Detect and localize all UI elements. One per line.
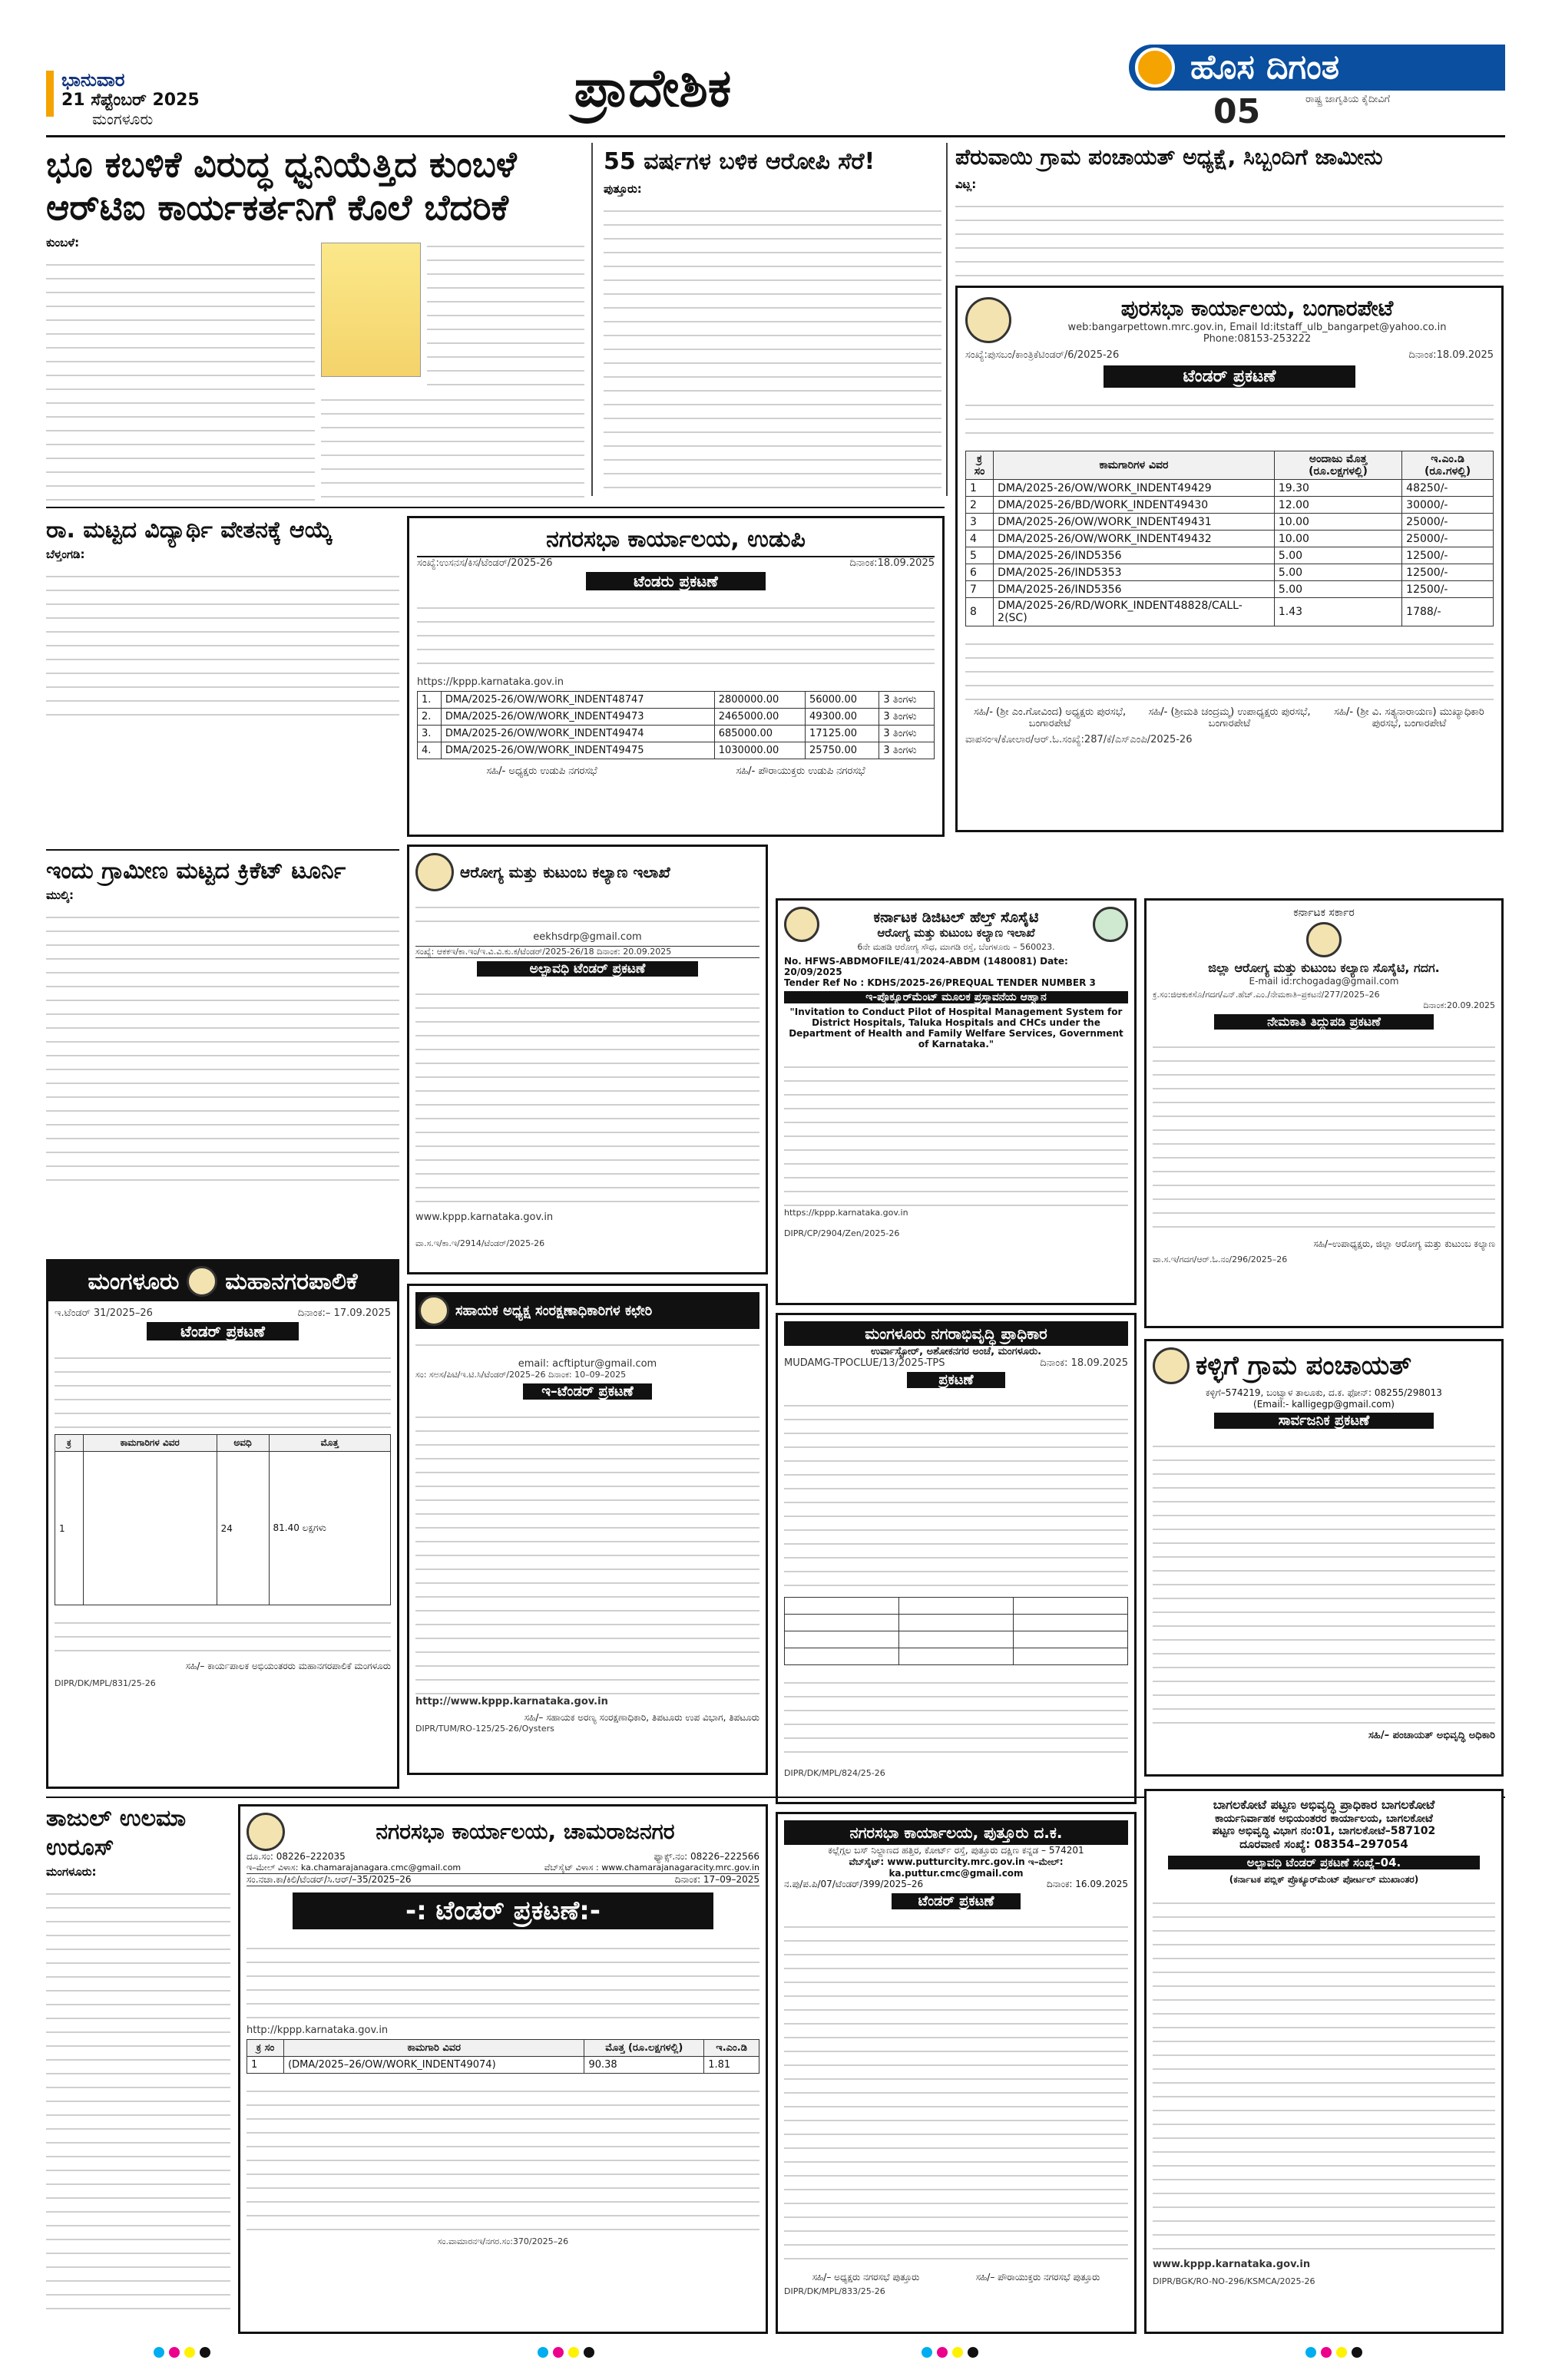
- print-registration-marks: [1305, 2346, 1367, 2361]
- ad-title: ಮಂಗಳೂರು: [88, 1268, 180, 1295]
- masthead-logo-icon: [1135, 48, 1175, 88]
- ad-digital-health-tender: [776, 898, 1137, 1305]
- ad-title: ನಗರಸಭಾ ಕಾರ್ಯಾಲಯ, ಪುತ್ತೂರು ದ.ಕ.: [784, 1820, 1128, 1845]
- story-cricket: [46, 857, 399, 1188]
- page-number: 05: [1213, 92, 1261, 131]
- ad-notice: -: ಟೆಂಡರ್ ಪ್ರಕಟಣೆ:-: [293, 1892, 713, 1929]
- ad-title: ಪುರಸಭಾ ಕಾರ್ಯಾಲಯ, ಬಂಗಾರಪೇಟೆ: [1120, 296, 1394, 321]
- ad-email: eekhsdrp@gmail.com: [533, 931, 642, 943]
- ad-signature: ಸಹಿ/– ಪಂಚಾಯತ್ ಅಭಿವೃದ್ಧಿ ಅಧಿಕಾರಿ: [1368, 1730, 1495, 1741]
- ad-url[interactable]: www.kppp.karnataka.gov.in: [415, 1211, 554, 1223]
- ad-email: E-mail id:rchogadag@gmail.com: [1249, 976, 1399, 987]
- ad-chamarajanagar-tender: [238, 1804, 768, 2334]
- ad-ref: MUDAMG-TPOCLUE/13/2025-TPS: [784, 1357, 945, 1369]
- ad-notice: ಟೆಂಡರ್ ಪ್ರಕಟಣೆ: [892, 1893, 1021, 1909]
- story-body-col1: [46, 233, 315, 502]
- ad-signature: ಸಹಿ/- ಪೌರಾಯುಕ್ತರು ಉಡುಪಿ ನಗರಸಭೆ: [736, 765, 865, 777]
- col-emd: ಇ.ಎಂ.ಡಿ (ರೂ.ಗಳಲ್ಲಿ): [1402, 451, 1494, 480]
- story-headline: ಪೆರುವಾಯಿ ಗ್ರಾಮ ಪಂಚಾಯತ್ ಅಧ್ಯಕ್ಷೆ, ಸಿಬ್ಬಂದಿಗೆ ಜಾಮೀನು: [955, 144, 1383, 170]
- ad-date: ದಿನಾಂಕ:– 17.09.2025: [297, 1307, 391, 1319]
- govt-emblem-icon: [1153, 1347, 1190, 1384]
- ad-ref: ಸಂ.ನಚಾ.ಕಾ/ಕಿಲಿ/ಟೆಂಡರ್/ಸಿ.ಆರ್/–35/2025–26: [247, 1874, 412, 1885]
- ad-tender-no: No. HFWS-ABDMOFILE/41/2024-ABDM (1480081) Date: 20/09/2025: [784, 956, 1068, 977]
- ad-signature: ಸಹಿ/- (ಶ್ರೀಮತಿ ಚಂದ್ರಮ್ಮ) ಉಪಾಧ್ಯಕ್ಷರು ಪುರಸಭೆ, ಬಂಗಾರಪೇಟೆ: [1148, 706, 1311, 729]
- corp-emblem-icon: [187, 1266, 217, 1297]
- ad-body: [784, 1914, 1128, 2267]
- ad-notice: ಇ-ಪ್ರೊಕ್ಯೂರ್‌ಮೆಂಟ್ ಮೂಲಕ ಪ್ರಸ್ತಾವನೆಯ ಆಹ್ವಾನ: [784, 991, 1128, 1003]
- ad-email: ಇ–ಮೇಲ್ ವಿಳಾಸ: ka.chamarajanagara.cmc@gmail.com: [247, 1863, 462, 1873]
- story-headline-line2: ಆರ್‌ಟಿಐ ಕಾರ್ಯಕರ್ತನಿಗೆ ಕೊಲೆ ಬೆದರಿಕೆ: [46, 187, 509, 228]
- story-bail: [955, 143, 1504, 278]
- ad-udupi-tender: [407, 516, 945, 837]
- boundary-table: [784, 1597, 1128, 1665]
- ad-notice: ಟೆಂಡರ್ ಪ್ರಕಟಣೆ: [147, 1322, 299, 1340]
- col-work: ಕಾಮಗಾರಿಗಳ ವಿವರ: [994, 451, 1275, 480]
- story-headline: 55 ವರ್ಷಗಳ ಬಳಿಕ ಆರೋಪಿ ಸೆರೆ!: [604, 148, 875, 175]
- ad-url[interactable]: http://www.kppp.karnataka.gov.in: [415, 1696, 608, 1707]
- ad-title: ಸಹಾಯಕ ಅಧ್ಯಕ್ಷ ಸಂರಕ್ಷಣಾಧಿಕಾರಿಗಳ ಕಛೇರಿ: [455, 1302, 653, 1319]
- govt-emblem-icon: [419, 1295, 449, 1326]
- story-body-text: [955, 193, 1504, 278]
- ad-title: ಕಳ್ಳಿಗೆ ಗ್ರಾಮ ಪಂಚಾಯತ್: [1196, 1350, 1412, 1381]
- ad-date: ದಿನಾಂಕ:20.09.2025: [1423, 1000, 1495, 1010]
- ad-header: [48, 1261, 397, 1301]
- ad-bagalkot-tender: [1144, 1789, 1504, 2334]
- ad-ref: ಸಂಖ್ಯೆ:ಉಸನಸ/ಕಿಸ/ಟೆಂಡರ್/2025-26: [417, 557, 553, 569]
- ad-url[interactable]: https://kppp.karnataka.gov.in: [784, 1208, 908, 1218]
- ad-conditions: [247, 2078, 759, 2232]
- ad-title: ಬಾಗಲಕೋಟೆ ಪಟ್ಟಣ ಅಭಿವೃದ್ಧಿ ಪ್ರಾಧಿಕಾರ ಬಾಗಲಕೋಟೆ: [1213, 1797, 1435, 1812]
- col-amount: ಅಂದಾಜು ಮೊತ್ತ (ರೂ.ಲಕ್ಷಗಳಲ್ಲಿ): [1274, 451, 1401, 480]
- ad-footer-code: DIPR/DK/MPL/833/25-26: [784, 2286, 885, 2296]
- ad-tiptur-forest-tender: [407, 1284, 768, 1775]
- ad-subtitle: ಆರೋಗ್ಯ ಮತ್ತು ಕುಟುಂಬ ಕಲ್ಯಾಣ ಇಲಾಖೆ: [877, 926, 1035, 940]
- story-body-text: [604, 198, 941, 497]
- story-dateline: ವಿಟ್ಲ:: [955, 177, 977, 191]
- ad-footer-code: DIPR/CP/2904/Zen/2025-26: [784, 1228, 900, 1238]
- ad-tender-ref: Tender Ref No : KDHS/2025-26/PREQUAL TENDER NUMBER 3: [784, 977, 1096, 988]
- ad-title: ಆರೋಗ್ಯ ಮತ್ತು ಕುಟುಂಬ ಕಲ್ಯಾಣ ಇಲಾಖೆ: [460, 863, 670, 881]
- story-urus: [46, 1804, 230, 2311]
- ad-fax: ಫ್ಯಾಕ್ಸ್.ನಂ: 08226–222566: [654, 1851, 759, 1862]
- ad-signature: ಸಹಿ/- ಅಧ್ಯಕ್ಷರು ಉಡುಪಿ ನಗರಸಭೆ: [486, 765, 597, 777]
- ad-body: [415, 981, 759, 1211]
- edition-info: [46, 69, 238, 128]
- tender-table: [965, 451, 1494, 626]
- ad-muda-notice: [776, 1313, 1137, 1804]
- story-headline-line1: ತಾಜುಲ್ ಉಲಮಾ: [46, 1805, 187, 1832]
- masthead-tagline: ರಾಷ್ಟ್ರ ಜಾಗೃತಿಯ ಕೈದೀವಿಗೆ: [1305, 94, 1391, 105]
- govt-emblem-icon: [415, 853, 454, 891]
- ad-email: (Email:- kalligegp@gmail.com): [1253, 1399, 1395, 1410]
- story-dateline: ಕುಂಬಳೆ:: [46, 236, 80, 250]
- table-row: 1 (DMA/2025–26/OW/WORK_INDENT49074) 90.38 1.81: [247, 2057, 759, 2074]
- story-body-text: [46, 904, 399, 1188]
- story-photo: [321, 243, 421, 377]
- story-dateline: ಪುತ್ತೂರು:: [604, 182, 642, 196]
- ad-signature: ಸಹಿ/– ಕಾರ್ಯಪಾಲಕ ಅಭಿಯಂತರರು ಮಹಾನಗರಪಾಲಿಕೆ ಮಂಗಳೂರು: [185, 1661, 391, 1671]
- print-registration-marks: [154, 2346, 215, 2361]
- ad-url[interactable]: http://kppp.karnataka.gov.in: [247, 2025, 389, 2036]
- ad-signature: ಸಹಿ/– ಸಹಾಯಕ ಅರಣ್ಯ ಸಂರಕ್ಷಣಾಧಿಕಾರಿ, ತಿಪಟೂರು ಉಪ ವಿಭಾಗ, ತಿಪಟೂರು: [524, 1712, 759, 1723]
- ad-address: [415, 1332, 759, 1355]
- story-scholarship: [46, 516, 399, 725]
- ad-ref: ಸಂಖ್ಯೆ:ಪುಸಬಂ/ಕಾಂತ್ರಿಕೆಟಿಂಡರ್/6/2025-26: [965, 349, 1120, 361]
- table-row: 7 DMA/2025-26/IND5356 5.00 12500/-: [966, 581, 1494, 598]
- ad-body: [1153, 1433, 1495, 1725]
- tender-table: [417, 691, 935, 759]
- tender-table: ಕ್ರ ಕಾಮಗಾರಿಗಳ ವಿವರ ಅವಧಿ ಮೊತ್ತ 1 24 81.40 ಲಕ್ಷಗಳು: [55, 1434, 391, 1605]
- ad-body: [247, 1935, 759, 2020]
- ad-signature: ಸಹಿ/- (ಶ್ರೀ ವಿ. ಸತ್ಯನಾರಾಯಣ) ಮುಖ್ಯಾಧಿಕಾರಿ ಪುರಸಭೆ, ಬಂಗಾರಪೇಟೆ: [1334, 706, 1484, 729]
- ad-signature: ಸಹಿ/- (ಶ್ರೀ ಎಂ.ಗೋವಿಂದ) ಅಧ್ಯಕ್ಷರು ಪುರಸಭೆ, ಬಂಗಾರಪೇಟೆ: [974, 706, 1127, 729]
- print-registration-marks: [538, 2346, 599, 2361]
- ad-ref: ನ.ಪು/ಪ.ಪಿ/07/ಟೆಂಡರ್/399/2025–26: [784, 1879, 924, 1889]
- story-body-text: [46, 252, 315, 502]
- story-body-text: [46, 1881, 230, 2311]
- story-dateline: ಮಂಗಳೂರು:: [46, 1865, 97, 1879]
- story-arrest: [604, 147, 941, 497]
- ad-date: ದಿನಾಂಕ: 18.09.2025: [1040, 1357, 1128, 1369]
- story-headline-line1: ಭೂ ಕಬಳಿಕೆ ವಿರುದ್ಧ ಧ್ವನಿಯೆತ್ತಿದ ಕುಂಬಳೆ: [46, 144, 517, 185]
- ad-body: [784, 1393, 1128, 1592]
- section-title: ಪ್ರಾದೇಶಿಕ: [574, 58, 732, 119]
- story-body-col3: [321, 387, 584, 502]
- ad-footer-code: DIPR/DK/MPL/824/25-26: [784, 1768, 885, 1778]
- ad-mangaluru-corp-tender: [46, 1259, 399, 1789]
- ad-url[interactable]: www.kppp.karnataka.gov.in: [1153, 2259, 1311, 2270]
- ad-notice-sub: (ಕರ್ನಾಟಕ ಪಬ್ಲಿಕ್ ಪ್ರೊಕ್ಯೂರ್‌ಮೆಂಟ್ ಪೋರ್ಟಲ್ ಮುಖಾಂತರ): [1229, 1874, 1419, 1885]
- ad-subtitle: ಉರ್ವಾಸ್ಟೋರ್, ಅಶೋಕನಗರ ಅಂಚೆ, ಮಂಗಳೂರು.: [870, 1346, 1042, 1357]
- table-row: 3. DMA/2025-26/OW/WORK_INDENT49474 685000.00 17125.00 3 ತಿಂಗಳು: [418, 726, 935, 742]
- ad-body: [417, 595, 935, 672]
- table-row: 5 DMA/2025-26/IND5356 5.00 12500/-: [966, 547, 1494, 564]
- ad-title: ಮಂಗಳೂರು ನಗರಾಭಿವೃದ್ಧಿ ಪ್ರಾಧಿಕಾರ: [784, 1321, 1128, 1346]
- ad-title-2: ಮಹಾನಗರಪಾಲಿಕೆ: [225, 1268, 358, 1295]
- table-row: 4. DMA/2025-26/OW/WORK_INDENT49475 1030000.00 25750.00 3 ತಿಂಗಳು: [418, 742, 935, 759]
- ad-notice: ಟೆಂಡರು ಪ್ರಕಟಣೆ: [586, 572, 766, 590]
- ad-puttur-tender: [776, 1812, 1137, 2334]
- ad-footer-code: ವಾ.ಸ.ಇ/ಕಾ.ಇ/2914/ಟೆಂಡರ್/2025-26: [415, 1238, 545, 1248]
- ad-notice: ಪ್ರಕಟಣೆ: [907, 1372, 1005, 1388]
- ad-footer-code: ವಾಪಸಂಇ/ಕೋಲಾರ/ಆರ್.ಓ.ಸಂಖ್ಯೆ:287/ಕೆ/ಎಸ್‌ಎಂಪಿ/2025-26: [965, 734, 1193, 745]
- ad-gadag-recruitment: [1144, 898, 1504, 1328]
- story-headline: ಇಂದು ಗ್ರಾಮೀಣ ಮಟ್ಟದ ಕ್ರಿಕೆಟ್ ಟೂರ್ನಿ: [46, 858, 346, 884]
- table-row: 6 DMA/2025-26/IND5353 5.00 12500/-: [966, 564, 1494, 581]
- ad-email: email: acftiptur@gmail.com: [518, 1358, 657, 1370]
- ad-conditions: [784, 1670, 1128, 1762]
- ad-ref: ಸಂಖ್ಯೆ: ಆಕಕಇ/ಕಾ.ಇಂ/ಇ.ವಿ.ವಿ.ಕು.ಕ/ಟೆಂಡರ್/2025-26/18 ದಿನಾಂಕ: 20.09.2025: [415, 946, 759, 958]
- ad-body: [1153, 1890, 1495, 2259]
- ad-title: ಕರ್ನಾಟಕ ಸರ್ಕಾರ: [1293, 907, 1355, 919]
- story-headline: ರಾ. ಮಟ್ಟದ ವಿದ್ಯಾರ್ಥಿ ವೇತನಕ್ಕೆ ಆಯ್ಕೆ: [46, 517, 333, 544]
- print-registration-marks: [922, 2346, 983, 2361]
- section-rule: [46, 849, 399, 851]
- edition-date: 21 ಸೆಪ್ಟೆಂಬರ್ 2025: [61, 91, 200, 110]
- ad-phone: ದೂರವಾಣಿ ಸಂಖ್ಯೆ: 08354–297054: [1239, 1837, 1408, 1851]
- column-divider: [946, 143, 948, 496]
- ad-phone: Phone:08153-253222: [1203, 333, 1312, 345]
- ad-signature: ಸಹಿ/– ಪೌರಾಯುಕ್ತರು ನಗರಸಭೆ ಪುತ್ತೂರು: [975, 2272, 1100, 2282]
- table-row: 8 DMA/2025-26/RD/WORK_INDENT48828/CALL-2(SC) 1.43 1788/-: [966, 598, 1494, 626]
- header-rule: [46, 135, 1505, 137]
- ad-title: ಕರ್ನಾಟಕ ಡಿಜಿಟಲ್ ಹೆಲ್ತ್ ಸೊಸೈಟಿ: [873, 909, 1039, 926]
- ad-bangarpet-tender: [955, 286, 1504, 832]
- ad-footer-code: ಸಂ.ವಾಮಾರನಇ/ನಗರ.ಸಂ:370/2025–26: [437, 2236, 569, 2246]
- ad-ref: ಕ್ರ.ಸಂ:ಜಿಆಕುಕಸೊ/ಗದಗ/ಎನ್.ಹೆಚ್.ಎಂ./ನೇಮಕಾತಿ–ಪ್ರಕಟನೆ/277/2025–26: [1153, 990, 1380, 1000]
- edition-city: ಮಂಗಳೂರು: [92, 110, 154, 128]
- ad-notice: ಅಲ್ಪಾವಧಿ ಟೆಂಡರ್ ಪ್ರಕಟಣೆ ಸಂಖ್ಯೆ–04.: [1168, 1856, 1480, 1869]
- ad-footer-code: DIPR/DK/MPL/831/25-26: [55, 1678, 156, 1688]
- ad-ref: ಸಂ: ಸಅಸ/ಪಿಟಿ/ಇ.ಟಿ.ಸಿ/ಟೆಂಡರ್/2025–26 ದಿನಾಂಕ: 10–09–2025: [415, 1370, 627, 1380]
- edition-day: ಭಾನುವಾರ: [61, 69, 125, 91]
- story-dateline: ಬೆಳ್ತಂಗಡಿ:: [46, 547, 85, 561]
- table-row: 2. DMA/2025-26/OW/WORK_INDENT49473 2465000.00 49300.00 3 ತಿಂಗಳು: [418, 709, 935, 726]
- column-divider: [591, 143, 593, 496]
- story-body-text: [46, 564, 399, 725]
- ad-address: ಕಳ್ಳಿಗೆ–574219, ಬಂಟ್ವಾಳ ತಾಲೂಕು, ದ.ಕ. ಫೋನ್: 08255/298013: [1206, 1387, 1442, 1398]
- ad-invitation: "Invitation to Conduct Pilot of Hospital Management System for District Hospitals, Taluka Hospitals and CHCs under the Department of Health and Family Welfare Services, Government of Karnataka.": [789, 1007, 1123, 1050]
- ad-footer-code: DIPR/TUM/RO-125/25-26/Oysters: [415, 1724, 554, 1734]
- ad-footer-code: ವಾ.ಸ.ಇ/ಗದಗ/ಆರ್.ಓ.ನಂ/296/2025–26: [1153, 1254, 1288, 1264]
- story-rti-activist: [46, 143, 584, 229]
- masthead: ಹೊಸ ದಿಗಂತ: [1129, 45, 1505, 91]
- ad-signature: ಸಹಿ/– ಅಧ್ಯಕ್ಷರು ನಗರಸಭೆ ಪುತ್ತೂರು: [812, 2272, 920, 2282]
- ad-notice: ಟೆಂಡರ್ ಪ್ರಕಟಣೆ: [1104, 365, 1355, 388]
- table-row: 3 DMA/2025-26/OW/WORK_INDENT49431 10.00 25000/-: [966, 514, 1494, 531]
- ad-conditions: [55, 1610, 391, 1656]
- govt-emblem-icon: [784, 907, 819, 942]
- ad-body: [55, 1345, 391, 1430]
- ad-footer-code: DIPR/BGK/RO-NO-296/KSMCA/2025-26: [1153, 2276, 1315, 2286]
- ad-body: [1153, 1034, 1495, 1234]
- ad-title: ನಗರಸಭಾ ಕಾರ್ಯಾಲಯ, ಚಾಮರಾಜನಗರ: [376, 1819, 675, 1844]
- ad-notice: ನೇಮಕಾತಿ ತಿದ್ದುಪಡಿ ಪ್ರಕಟಣೆ: [1214, 1014, 1434, 1030]
- ad-kalige-gp-notice: [1144, 1339, 1504, 1777]
- govt-emblem-icon: [1306, 922, 1342, 957]
- ad-body: [965, 392, 1494, 446]
- ad-web: web:bangarpettown.mrc.gov.in, Email Id:itstaff_ulb_bangarpet@yahoo.co.in: [1067, 322, 1447, 333]
- ad-date: ದಿನಾಂಕ:18.09.2025: [849, 557, 935, 569]
- ad-subtitle-2: ಪಟ್ಟಣ ಅಭಿವೃದ್ಧಿ ವಿಭಾಗ ನಂ:01, ಬಾಗಲಕೋಟೆ–587102: [1212, 1825, 1436, 1837]
- ad-web: ವೆಬ್‌ಸೈಟ್: www.putturcity.mrc.gov.in ಇ–ಮೇಲ್: ka.puttur.cmc@gmail.com: [849, 1856, 1064, 1879]
- ad-title: ನಗರಸಭಾ ಕಾರ್ಯಾಲಯ, ಉಡುಪಿ: [417, 526, 935, 557]
- ad-notice: ಸಾರ್ವಜನಿಕ ಪ್ರಕಟಣೆ: [1214, 1413, 1434, 1429]
- ad-phone: ದೂ.ಸಂ: 08226–222035: [247, 1851, 346, 1862]
- story-headline-line2: ಉರೂಸ್: [46, 1834, 114, 1861]
- ad-url[interactable]: https://kppp.karnataka.gov.in: [417, 676, 564, 688]
- ad-signature: ಸಹಿ/–ಉಪಾಧ್ಯಕ್ಷರು, ಜಿಲ್ಲಾ ಆರೋಗ್ಯ ಮತ್ತು ಕುಟುಂಬ ಕಲ್ಯಾಣ: [1313, 1238, 1495, 1249]
- ad-notice: ಅಲ್ಪಾವಧಿ ಟೆಂಡರ್ ಪ್ರಕಟಣೆ: [477, 961, 698, 977]
- ad-address: 6ನೇ ಮಹಡಿ ಆರೋಗ್ಯ ಸೌಧ, ಮಾಗಡಿ ರಸ್ತೆ, ಬೆಂಗಳೂರು – 560023.: [857, 942, 1055, 952]
- ad-body: [415, 1404, 759, 1696]
- table-row: 1. DMA/2025-26/OW/WORK_INDENT48747 2800000.00 56000.00 3 ತಿಂಗಳು: [418, 692, 935, 709]
- table-row: 4 DMA/2025-26/OW/WORK_INDENT49432 10.00 25000/-: [966, 531, 1494, 547]
- tender-table: ಕ್ರ ಸಂ ಕಾಮಗಾರಿ ವಿವರ ಮೊತ್ತ (ರೂ.ಲಕ್ಷಗಳಲ್ಲಿ) ಇ.ಎಂ.ಡಿ 1 (DMA/2025–26/OW/WORK_INDENT49074) 90.38 1.81: [247, 2039, 759, 2074]
- table-row: 1 24 81.40 ಲಕ್ಷಗಳು: [55, 1452, 391, 1605]
- story-dateline: ಮುಲ್ಕಿ:: [46, 888, 74, 902]
- ad-health-dept-tender: [407, 845, 768, 1274]
- table-row: 2 DMA/2025-26/BD/WORK_INDENT49430 12.00 30000/-: [966, 497, 1494, 514]
- ad-conditions: [965, 631, 1494, 700]
- govt-emblem-icon: [247, 1813, 285, 1851]
- ad-body: [784, 1054, 1128, 1208]
- ad-subtitle: ಜಿಲ್ಲಾ ಆರೋಗ್ಯ ಮತ್ತು ಕುಟುಂಬ ಕಲ್ಯಾಣ ಸೊಸೈಟಿ, ಗದಗ.: [1208, 960, 1440, 975]
- ad-address: [415, 894, 759, 928]
- ad-address: ಕಲ್ಲೆಗ್ಗಲ ಬಸ್ ನಿಲ್ದಾಣದ ಹತ್ತಿರ, ಕೋರ್ಟ್ ರಸ್ತೆ, ಪುತ್ತೂರು ದಕ್ಷಿಣ ಕನ್ನಡ – 574201: [828, 1845, 1084, 1856]
- ad-date: ದಿನಾಂಕ: 16.09.2025: [1047, 1879, 1128, 1889]
- table-row: 1 DMA/2025-26/OW/WORK_INDENT49429 19.30 48250/-: [966, 480, 1494, 497]
- ad-date: ದಿನಾಂಕ: 17–09–2025: [674, 1874, 759, 1885]
- ad-ref: ಇ.ಟೆಂಡರ್ 31/2025–26: [55, 1307, 153, 1319]
- ad-web: ವೆಬ್‌ಸೈಟ್ ವಿಳಾಸ : www.chamarajanagaracity.mrc.gov.in: [544, 1863, 759, 1873]
- ad-date: ದಿನಾಂಕ:18.09.2025: [1408, 349, 1494, 361]
- govt-emblem-icon: [965, 297, 1011, 343]
- col-no: ಕ್ರ ಸಂ: [966, 451, 994, 480]
- ad-subtitle: ಕಾರ್ಯನಿರ್ವಾಹಕ ಅಭಿಯಂತರರ ಕಾರ್ಯಾಲಯ, ಬಾಗಲಕೋಟೆ: [1215, 1813, 1433, 1825]
- ad-notice: ಇ–ಟೆಂಡರ್ ಪ್ರಕಟಣೆ: [523, 1383, 652, 1400]
- story-body-col2: [427, 233, 584, 387]
- health-logo-icon: [1093, 907, 1128, 942]
- section-rule: [46, 507, 945, 508]
